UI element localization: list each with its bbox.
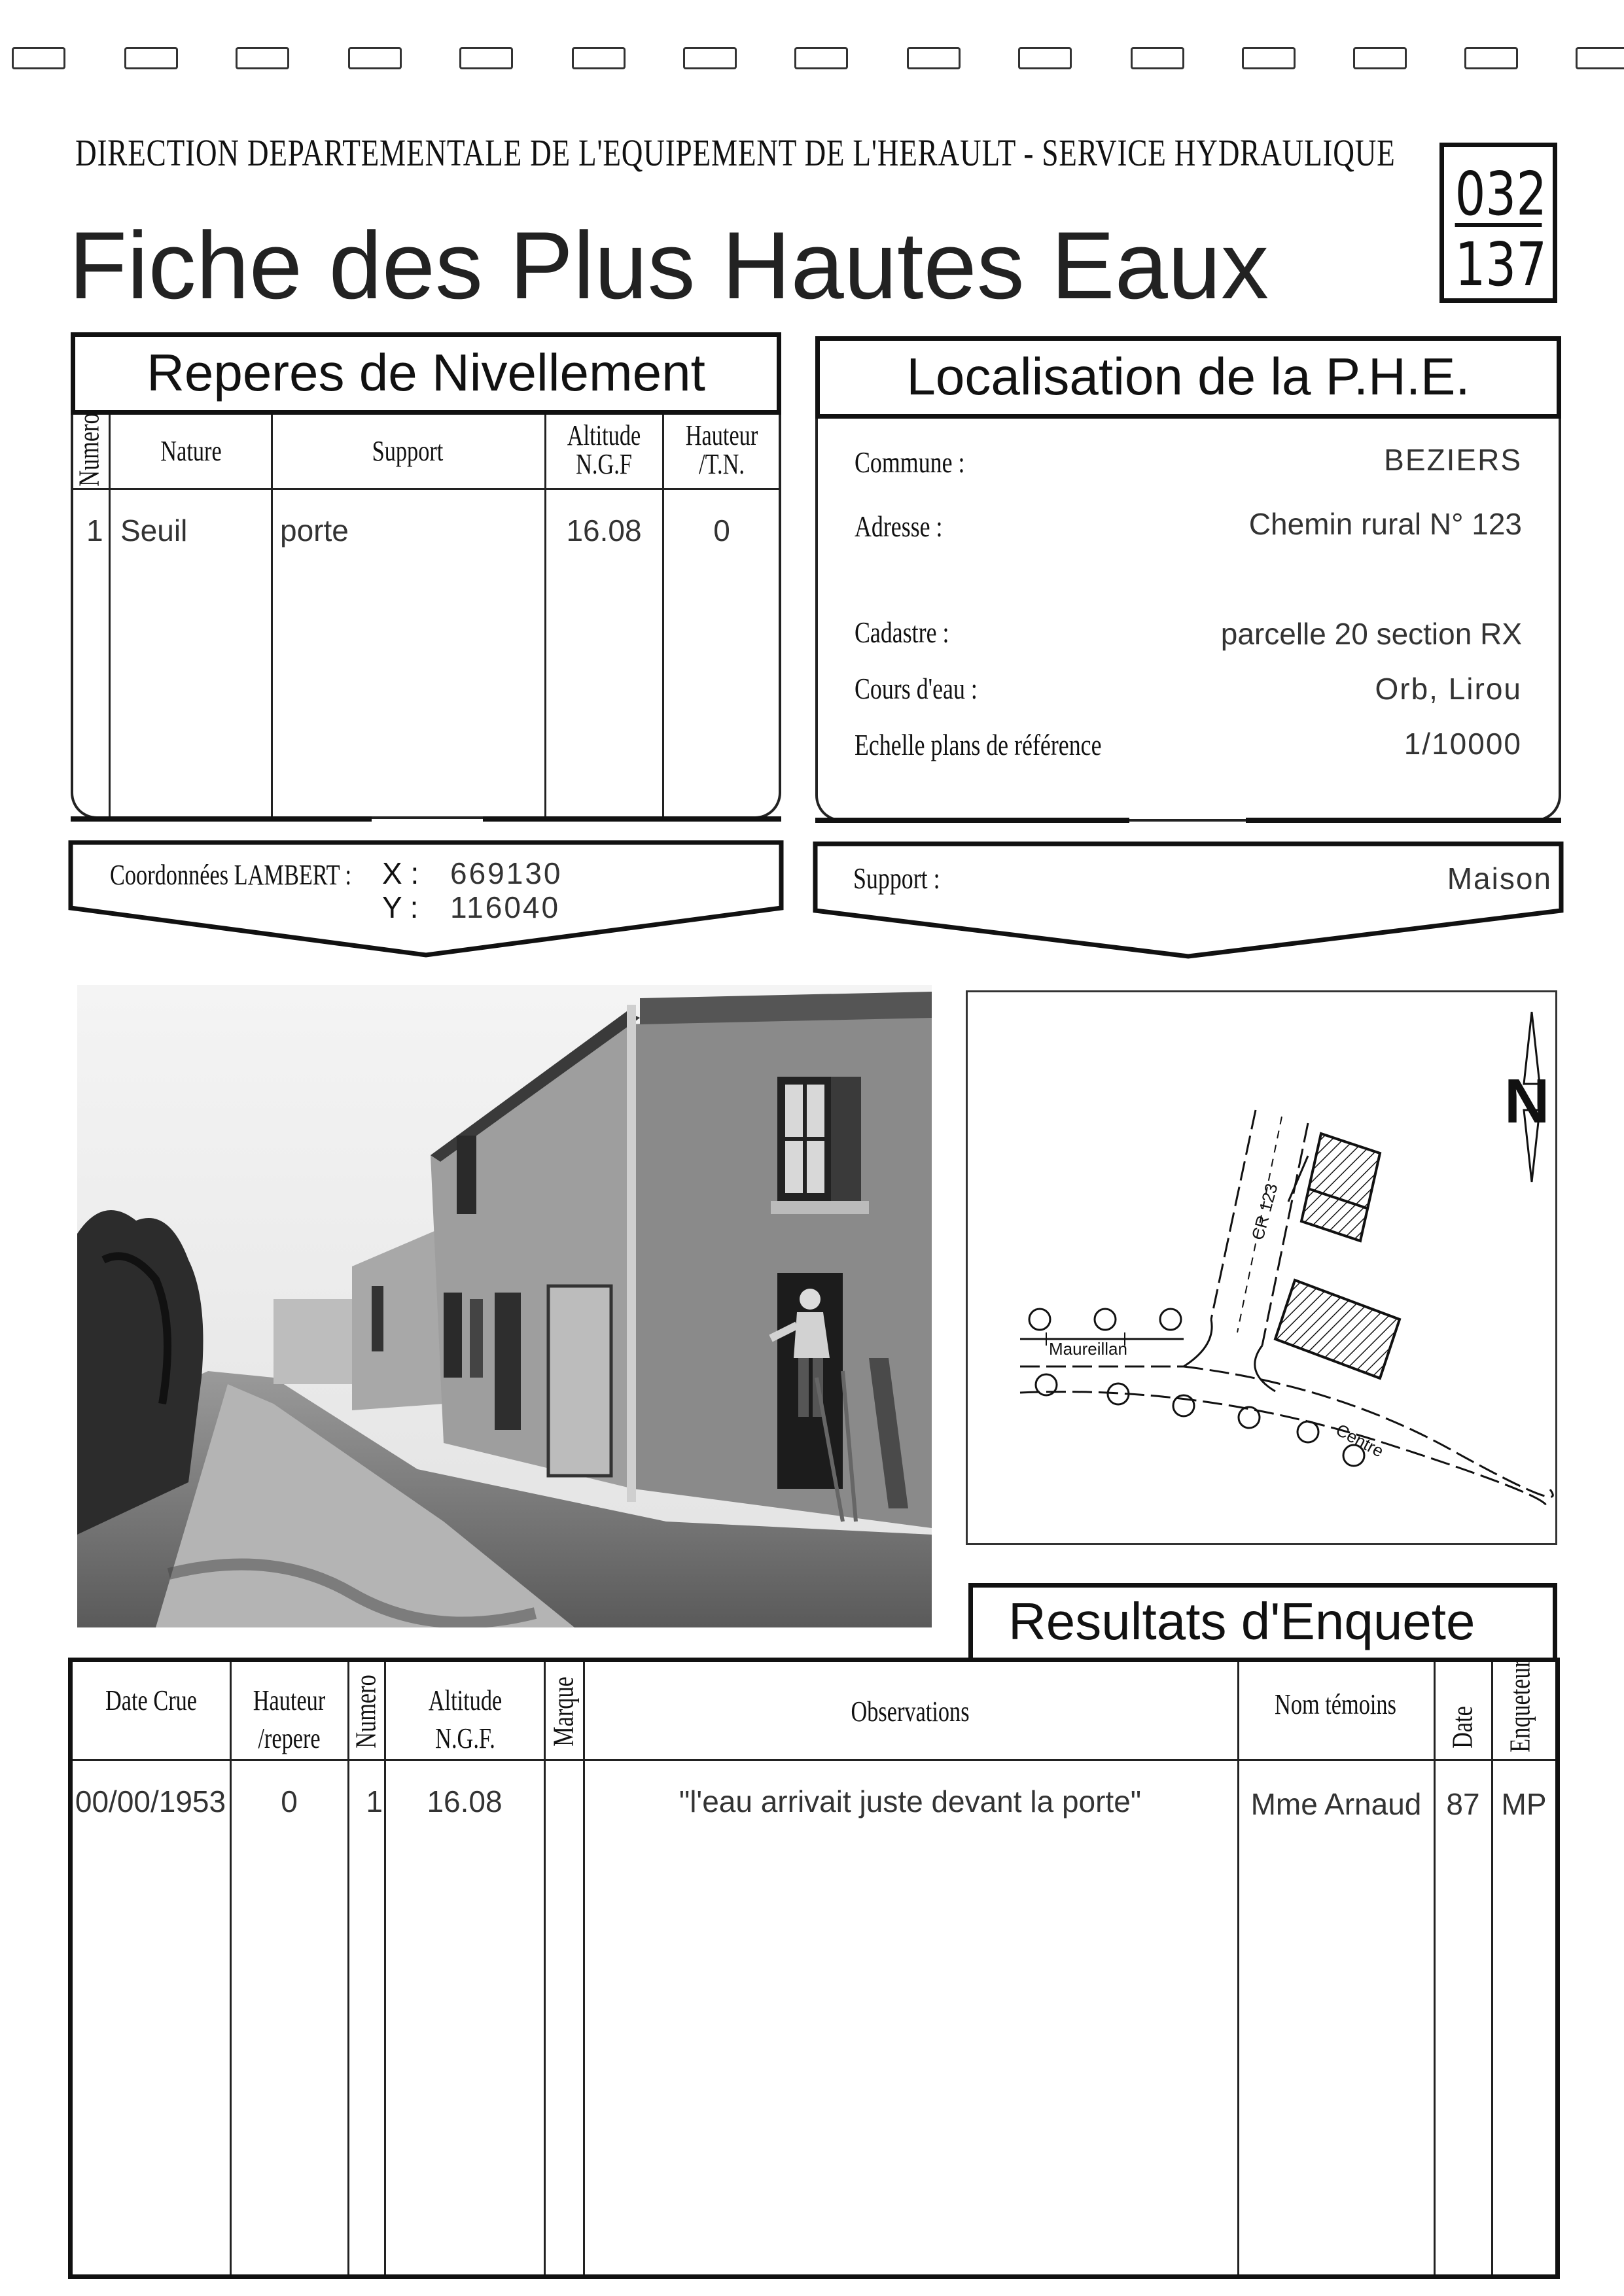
lambert-label: Coordonnées LAMBERT : <box>110 859 352 891</box>
col-hauteur-label: Hauteur /T.N. <box>685 419 758 480</box>
col-date-crue-label: Date Crue <box>105 1684 198 1716</box>
reperes-table <box>71 415 781 819</box>
res-nom: Mme Arnaud <box>1250 1787 1422 1821</box>
resultats-title-box <box>968 1583 1557 1659</box>
col-marque: Marque <box>547 1677 580 1747</box>
road-label-cr123: CR 123 <box>1247 1181 1282 1242</box>
reperes-title-box <box>71 332 781 415</box>
res-date-crue: 00/00/1953 <box>75 1784 226 1818</box>
resultats-table <box>68 1658 1560 2279</box>
localisation-panel <box>815 419 1561 822</box>
reperes-divider-right <box>483 816 781 822</box>
col-numero: Numero <box>73 413 105 487</box>
code-top: 032 <box>1455 159 1547 229</box>
row-support: porte <box>280 513 349 548</box>
col-altitude <box>559 421 648 479</box>
col-numero-res: Numero <box>349 1675 382 1748</box>
col-observations: Observations <box>851 1696 970 1728</box>
col-support: Support <box>372 435 444 467</box>
street-label-centre: Centre <box>1332 1419 1387 1461</box>
row-hauteur: 0 <box>713 513 730 548</box>
col-hauteur-repere-label: Hauteur /repere <box>253 1684 326 1754</box>
north-label: N <box>1504 1066 1550 1136</box>
col-altitude-res-label: Altitude N.G.F. <box>428 1684 503 1754</box>
lambert-arrow-box <box>65 837 788 962</box>
location-map <box>966 990 1557 1545</box>
col-altitude-res <box>414 1682 516 1758</box>
localisation-title-box <box>815 336 1561 419</box>
commune-label: Commune : <box>855 445 965 479</box>
col-date-crue <box>100 1682 202 1720</box>
col-altitude-label: Altitude N.G.F <box>567 419 641 480</box>
lambert-y-label: Y : <box>382 890 419 924</box>
resultats-title: Resultats d'Enquete <box>1008 1592 1475 1650</box>
localisation-divider-left <box>815 818 1129 823</box>
lambert-y-value: 116040 <box>450 890 561 924</box>
row-numero: 1 <box>86 513 103 548</box>
res-altitude: 16.08 <box>427 1784 503 1818</box>
house-photo <box>77 985 932 1627</box>
support-label: Support : <box>853 861 940 895</box>
col-hauteur-repere <box>246 1682 333 1758</box>
row-nature: Seuil <box>120 513 188 548</box>
commune-value: BEZIERS <box>1384 443 1522 477</box>
code-bottom: 137 <box>1455 230 1547 300</box>
echelle-label: Echelle plans de référence <box>855 728 1102 761</box>
page-title: Fiche des Plus Hautes Eaux <box>69 212 1269 319</box>
res-enqueteur: MP <box>1501 1787 1547 1821</box>
reperes-divider-left <box>71 816 372 822</box>
support-arrow-box <box>810 839 1566 963</box>
col-nom-temoins <box>1274 1686 1396 1724</box>
cours-eau-label: Cours d'eau : <box>855 672 978 705</box>
res-numero: 1 <box>366 1784 383 1818</box>
street-label-maureillan: Maureillan <box>1049 1339 1127 1359</box>
map-drawing <box>968 992 1555 1543</box>
cours-eau-value: Orb, Lirou <box>1375 672 1522 706</box>
localisation-title: Localisation de la P.H.E. <box>906 347 1470 406</box>
lambert-x-value: 669130 <box>450 856 563 890</box>
localisation-divider-right <box>1246 818 1561 823</box>
adresse-label: Adresse : <box>855 510 943 543</box>
adresse-value: Chemin rural N° 123 <box>1248 507 1522 541</box>
res-date: 87 <box>1446 1787 1480 1821</box>
support-value: Maison <box>1447 861 1552 896</box>
cadastre-label: Cadastre : <box>855 616 949 649</box>
cadastre-value: parcelle 20 section RX <box>1220 617 1522 651</box>
col-nature: Nature <box>160 435 222 467</box>
col-hauteur <box>677 421 766 479</box>
col-date: Date <box>1446 1706 1479 1748</box>
col-nom-temoins-label: Nom témoins <box>1275 1688 1396 1720</box>
echelle-value: 1/10000 <box>1403 727 1522 761</box>
code-box <box>1439 143 1557 303</box>
col-enqueteur: Enqueteur <box>1504 1660 1536 1752</box>
agency-header: DIRECTION DEPARTEMENTALE DE L'EQUIPEMENT DE L'HERAULT - SERVICE HYDRAULIQUE <box>75 131 1396 174</box>
res-observations: "l'eau arrivait juste devant la porte" <box>679 1784 1142 1818</box>
lambert-x-label: X : <box>382 856 419 890</box>
row-altitude: 16.08 <box>566 513 642 548</box>
reperes-title: Reperes de Nivellement <box>147 343 705 402</box>
res-hauteur: 0 <box>281 1784 298 1818</box>
